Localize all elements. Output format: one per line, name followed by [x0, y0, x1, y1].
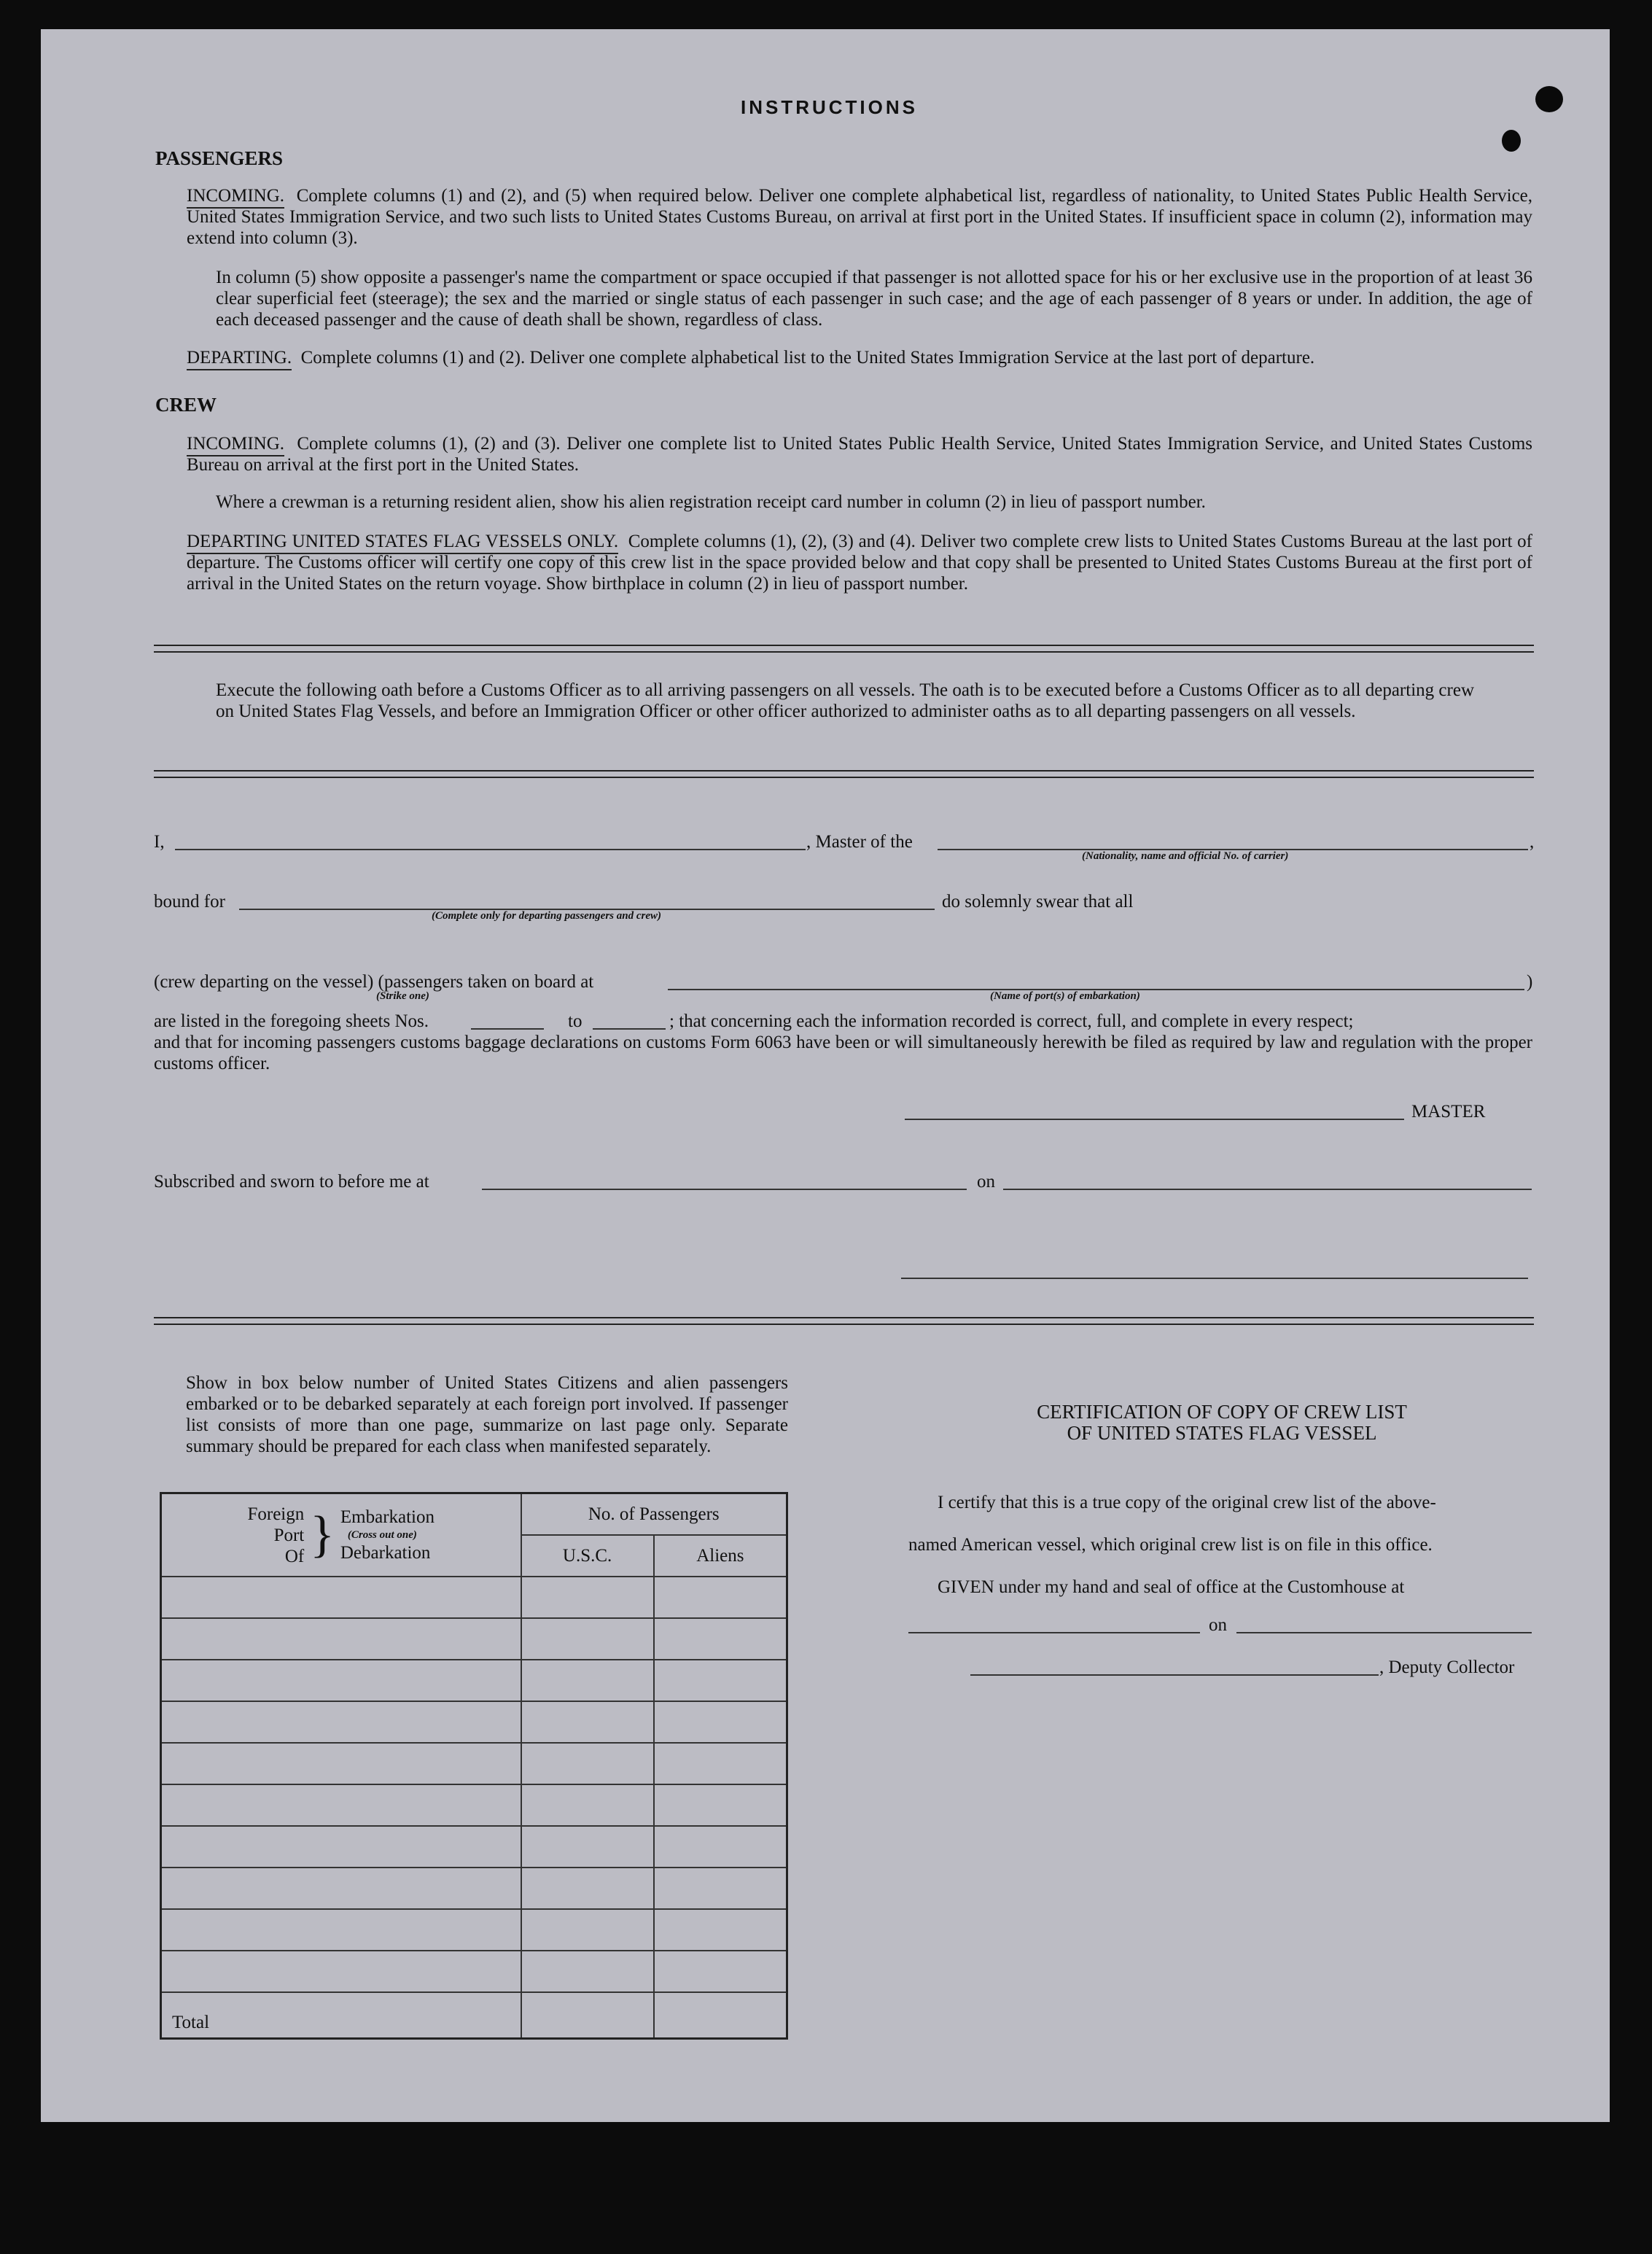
certification-text-line2: named American vessel, which original crew list is on file in this office.	[908, 1535, 1433, 1555]
section-divider	[154, 770, 1534, 778]
crew-departing-paragraph	[187, 531, 1532, 594]
master-signature-field[interactable]	[905, 1119, 1404, 1120]
table-row	[161, 1660, 787, 1701]
master-of-label: , Master of the	[806, 832, 913, 852]
foreign-label: Foreign	[247, 1504, 305, 1524]
crew-resident-paragraph: Where a crewman is a returning resident alien, show his alien registration receipt card number in column (2) in lieu of passport number.	[216, 492, 1206, 512]
crew-incoming-text: Complete columns (1), (2) and (3). Deliver one complete list to United States Public Health Service, United States Immigration Service, and United States Customs Bureau on arrival at the first port in the United States.	[187, 434, 1533, 475]
certification-title-line1: CERTIFICATION OF COPY OF CREW LIST	[1037, 1401, 1407, 1423]
customhouse-field[interactable]	[908, 1632, 1200, 1633]
passengers-incoming-label: INCOMING.	[187, 186, 284, 209]
column5-paragraph: In column (5) show opposite a passenger's name the compartment or space occupied if that passenger is not allotted space for his or her exclusive use in the proportion of at least 36 clear superficial feet (steerage); the sex and the married or single status of each passenger in such case; and the age of each passenger of 8 years or under. In addition, the age of each deceased passenger and the cause of death shall be shown, regardless of class.	[216, 268, 1532, 330]
sheet-from-field[interactable]	[471, 1028, 544, 1030]
table-row	[161, 1951, 787, 1992]
port-label: Port	[273, 1525, 305, 1545]
table-row	[161, 1784, 787, 1826]
passengers-heading: PASSENGERS	[155, 147, 284, 169]
sworn-on-label: on	[977, 1172, 995, 1192]
certification-title-line2: OF UNITED STATES FLAG VESSEL	[1067, 1422, 1377, 1444]
port-header-cell: Foreign Port Of } Embarkation (Cross out one) Debarkation	[161, 1493, 521, 1577]
certification-title	[901, 1402, 1543, 1444]
table-row	[161, 1577, 787, 1618]
carrier-caption: (Nationality, name and official No. of carrier)	[1082, 850, 1289, 862]
table-row	[161, 1826, 787, 1868]
section-divider	[154, 1317, 1534, 1325]
master-name-field[interactable]	[175, 849, 806, 850]
deputy-collector-label: , Deputy Collector	[1379, 1658, 1515, 1677]
sworn-place-field[interactable]	[482, 1189, 967, 1190]
crew-heading: CREW	[155, 394, 217, 416]
listed-text-a: are listed in the foregoing sheets Nos.	[154, 1011, 429, 1031]
strike-caption: (Strike one)	[376, 990, 429, 1002]
form-page	[41, 29, 1610, 2122]
certification-text-line1: I certify that this is a true copy of the original crew list of the above-	[938, 1493, 1436, 1512]
ports-caption: (Name of port(s) of embarkation)	[990, 990, 1140, 1002]
subscribed-label: Subscribed and sworn to before me at	[154, 1172, 429, 1192]
passenger-summary-table	[160, 1492, 788, 2040]
summary-instruction: Show in box below number of United States Citizens and alien passengers embarked or to be debarked separately at each foreign port involved. If passenger list consists of more than one page, summarize on last page only. Separate summary should be prepared for each class when manifested separately.	[186, 1373, 788, 1456]
trailing-comma: ,	[1530, 832, 1535, 852]
oath-i-label: I,	[154, 832, 165, 852]
passengers-departing-paragraph	[187, 347, 1532, 368]
of-label: Of	[284, 1546, 305, 1566]
officer-signature-field[interactable]	[901, 1278, 1528, 1279]
table-row	[161, 1743, 787, 1784]
table-row	[161, 1868, 787, 1909]
certification-text-line3: GIVEN under my hand and seal of office at the Customhouse at	[938, 1577, 1405, 1597]
listed-text-b: ; that concerning each the information recorded is correct, full, and complete in every respect;	[669, 1011, 1354, 1031]
total-label: Total	[161, 1992, 521, 2039]
crew-incoming-label: INCOMING.	[187, 434, 284, 456]
no-of-passengers-header: No. of Passengers	[521, 1493, 787, 1536]
listed-text-to: to	[568, 1011, 583, 1031]
master-label: MASTER	[1411, 1102, 1486, 1122]
table-row	[161, 1701, 787, 1743]
embarkation-label: Embarkation	[340, 1507, 435, 1527]
sheet-to-field[interactable]	[593, 1028, 666, 1030]
debarkation-label: Debarkation	[340, 1543, 431, 1563]
swear-label: do solemnly swear that all	[942, 892, 1134, 912]
table-row	[161, 1909, 787, 1951]
passengers-departing-label: DEPARTING.	[187, 348, 292, 370]
crew-departing-text: Complete columns (1), (2), (3) and (4). Deliver two complete crew lists to United States Customs Bureau at the last port of departure. The Customs officer will certify one copy of this crew list in the space provided below and that copy shall be presented to United States Customs Bureau at the first port of arrival in the United States on the return voyage. Show birthplace in column (2) in lieu of passport number.	[187, 532, 1533, 594]
crew-incoming-paragraph	[187, 433, 1532, 475]
passengers-incoming-text: Complete columns (1) and (2), and (5) when required below. Deliver one complete alphabetical list, regardless of nationality, to United States Public Health Service, United States Immigration Service, and two such lists to United States Customs Bureau, on arrival at first port in the United States. If insufficient space in column (2), information may extend into column (3).	[187, 186, 1533, 248]
certification-on-label: on	[1209, 1615, 1227, 1635]
total-row	[161, 1992, 787, 2039]
section-divider	[154, 645, 1534, 653]
listed-text-c: and that for incoming passengers customs baggage declarations on customs Form 6063 have been or will simultaneously herewith be filed as required by law and regulation with the proper customs officer.	[154, 1033, 1532, 1073]
ink-blot	[1535, 86, 1563, 112]
bound-caption: (Complete only for departing passengers and crew)	[432, 910, 661, 922]
deputy-collector-signature-field[interactable]	[970, 1674, 1379, 1676]
close-paren: )	[1527, 972, 1533, 992]
crew-departing-label: DEPARTING UNITED STATES FLAG VESSELS ONLY.	[187, 532, 618, 554]
oath-instruction: Execute the following oath before a Customs Officer as to all arriving passengers on all vessels. The oath is to be executed before a Customs Officer as to all departing crew on United States Flag Vessels, and before an Immigration Officer or other officer authorized to administer oaths as to all departing passengers on all vessels.	[216, 680, 1474, 721]
certification-date-field[interactable]	[1236, 1632, 1532, 1633]
sworn-date-field[interactable]	[1003, 1189, 1532, 1190]
table-row	[161, 1618, 787, 1660]
cross-out-label: (Cross out one)	[347, 1529, 417, 1541]
aliens-header: Aliens	[654, 1535, 787, 1577]
strike-text: (crew departing on the vessel) (passengers taken on board at	[154, 972, 594, 992]
usc-header: U.S.C.	[521, 1535, 654, 1577]
passengers-departing-text: Complete columns (1) and (2). Deliver one complete alphabetical list to the United States Immigration Service at the last port of departure.	[300, 348, 1315, 368]
ink-blot	[1502, 130, 1521, 152]
instructions-title: INSTRUCTIONS	[741, 96, 918, 118]
bound-for-label: bound for	[154, 892, 225, 912]
passengers-incoming-paragraph	[187, 185, 1532, 249]
